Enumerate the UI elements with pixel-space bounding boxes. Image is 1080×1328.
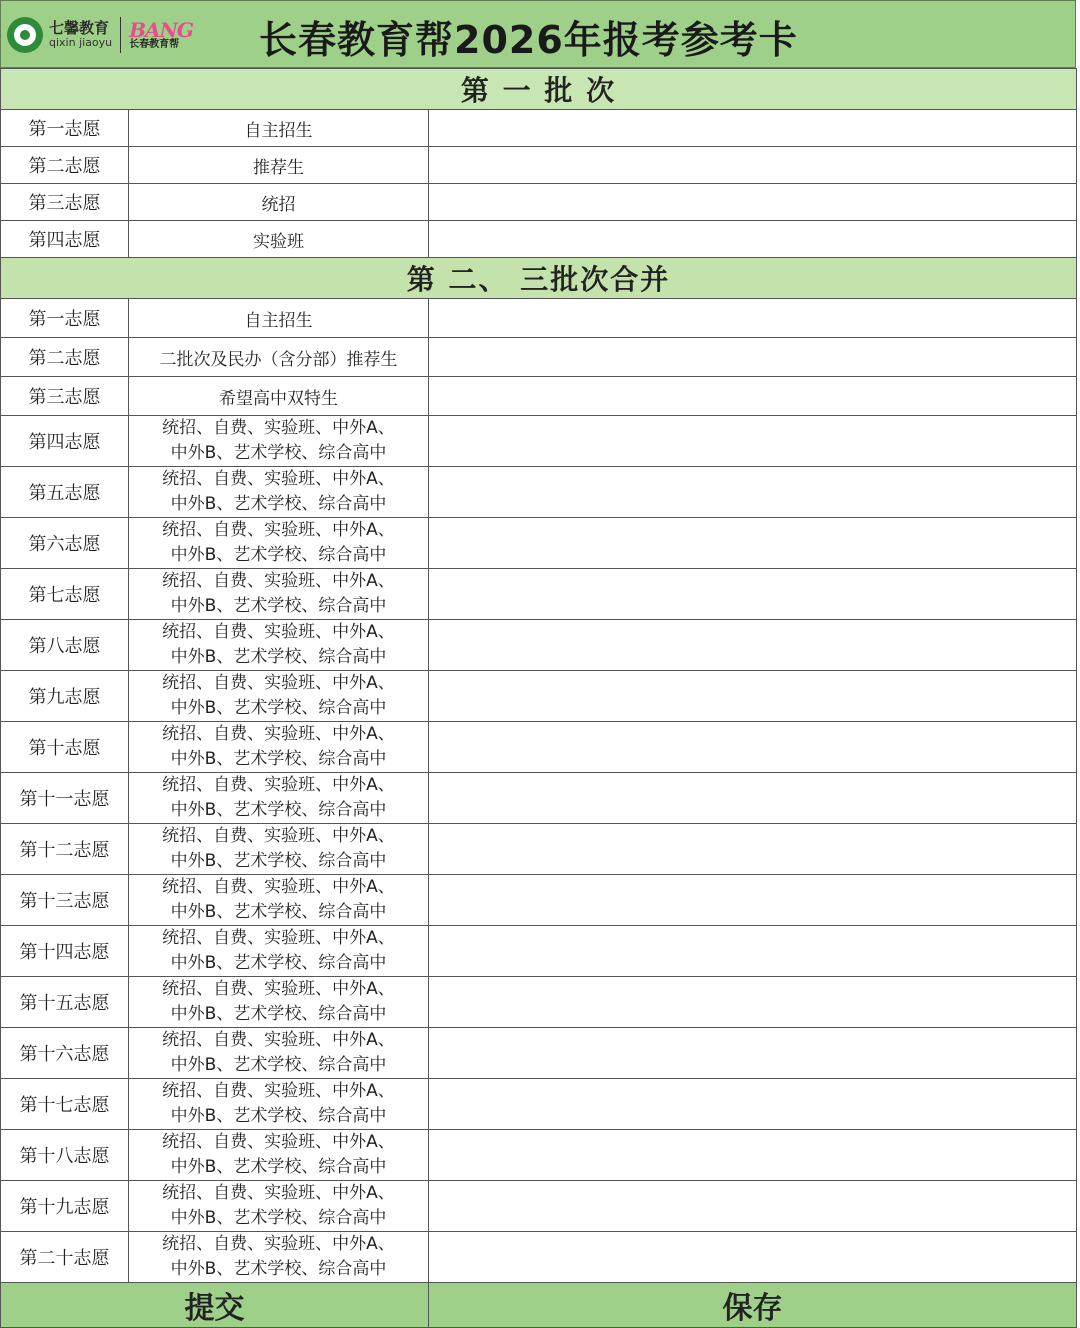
choice-row [1,1232,1077,1283]
choice-category [129,416,429,467]
school-entry-field[interactable] [429,299,1077,338]
choice-row [1,299,1077,338]
bang-logo-mark: BANG [129,18,193,42]
school-entry-field[interactable] [429,671,1077,722]
choice-row [1,569,1077,620]
school-entry-field[interactable] [429,416,1077,467]
choice-row [1,467,1077,518]
choice-category-line: 中外B、艺术学校、综合高中 [170,851,387,871]
choice-row [1,620,1077,671]
brand-logos [7,11,193,59]
choice-category-line: 中外B、艺术学校、综合高中 [170,1106,387,1126]
choice-row [1,110,1077,147]
logo-divider [120,17,121,53]
choice-category: 自主招生 [129,110,429,147]
choice-category-line: 统招、自费、实验班、中外A、 [162,1081,395,1101]
choice-label: 第十八志愿 [1,1130,129,1181]
choice-label: 第十志愿 [1,722,129,773]
choice-label: 第十二志愿 [1,824,129,875]
choice-row [1,1130,1077,1181]
choice-row [1,221,1077,258]
page-title: 长春教育帮2026年报考参考卡 [259,18,798,62]
choice-label: 第七志愿 [1,569,129,620]
choice-row [1,977,1077,1028]
choice-row [1,722,1077,773]
choice-category: 自主招生 [129,299,429,338]
choice-category-line: 中外B、艺术学校、综合高中 [170,443,387,463]
choice-category-line: 统招、自费、实验班、中外A、 [162,571,395,591]
choice-category [129,1130,429,1181]
choice-category [129,620,429,671]
choice-category [129,875,429,926]
bang-logo-cn: 长春教育帮 [129,39,180,50]
bang-logo [129,20,193,50]
choice-row [1,671,1077,722]
choice-category-line: 统招、自费、实验班、中外A、 [162,1183,395,1203]
school-entry-field[interactable] [429,620,1077,671]
choice-category [129,1232,429,1283]
choice-category [129,518,429,569]
choice-label: 第十四志愿 [1,926,129,977]
choice-row [1,824,1077,875]
section-batch2-title: 第 二、 三批次合并 [1,258,1077,299]
choice-row [1,1028,1077,1079]
choice-label: 第八志愿 [1,620,129,671]
school-entry-field[interactable] [429,147,1077,184]
choice-category-line: 统招、自费、实验班、中外A、 [162,1132,395,1152]
school-entry-field[interactable] [429,1232,1077,1283]
school-entry-field[interactable] [429,1028,1077,1079]
choice-label: 第十三志愿 [1,875,129,926]
choice-category-line: 中外B、艺术学校、综合高中 [170,698,387,718]
choice-category [129,671,429,722]
choice-row [1,377,1077,416]
choice-row [1,184,1077,221]
choice-category-line: 中外B、艺术学校、综合高中 [170,1055,387,1075]
choice-category [129,467,429,518]
choice-category-line: 统招、自费、实验班、中外A、 [162,520,395,540]
school-entry-field[interactable] [429,977,1077,1028]
choice-label: 第二志愿 [1,338,129,377]
submit-button[interactable]: 提交 [1,1283,429,1328]
qixin-logo-text [49,21,112,48]
choice-category-line: 中外B、艺术学校、综合高中 [170,545,387,565]
choice-category-line: 中外B、艺术学校、综合高中 [170,1208,387,1228]
choice-category-line: 统招、自费、实验班、中外A、 [162,1234,395,1254]
qixin-logo-cn: 七馨教育 [49,19,110,38]
choice-label: 第四志愿 [1,416,129,467]
school-entry-field[interactable] [429,467,1077,518]
choice-category: 二批次及民办（含分部）推荐生 [129,338,429,377]
choice-label: 第五志愿 [1,467,129,518]
school-entry-field[interactable] [429,1079,1077,1130]
choice-category-line: 中外B、艺术学校、综合高中 [170,494,387,514]
choices-table [0,68,1077,1328]
school-entry-field[interactable] [429,377,1077,416]
choice-category-line: 统招、自费、实验班、中外A、 [162,673,395,693]
choice-row [1,1079,1077,1130]
qixin-logo-pinyin: qixin jiaoyu [49,36,113,50]
choice-category: 希望高中双特生 [129,377,429,416]
school-entry-field[interactable] [429,184,1077,221]
choice-label: 第十七志愿 [1,1079,129,1130]
choice-row [1,338,1077,377]
section-batch1 [1,69,1077,110]
choice-category-line: 中外B、艺术学校、综合高中 [170,596,387,616]
choice-label: 第一志愿 [1,110,129,147]
choice-label: 第三志愿 [1,184,129,221]
choice-category [129,773,429,824]
choice-category-line: 中外B、艺术学校、综合高中 [170,953,387,973]
school-entry-field[interactable] [429,518,1077,569]
school-entry-field[interactable] [429,221,1077,258]
choice-row [1,147,1077,184]
choice-category-line: 中外B、艺术学校、综合高中 [170,1259,387,1279]
save-button[interactable]: 保存 [429,1283,1077,1328]
school-entry-field[interactable] [429,338,1077,377]
choice-category: 推荐生 [129,147,429,184]
section-batch1-title: 第 一 批 次 [1,69,1077,110]
choice-label: 第十九志愿 [1,1181,129,1232]
choice-category [129,977,429,1028]
choice-label: 第十六志愿 [1,1028,129,1079]
choice-category [129,926,429,977]
choice-category-line: 中外B、艺术学校、综合高中 [170,1157,387,1177]
choice-category [129,1079,429,1130]
school-entry-field[interactable] [429,824,1077,875]
school-entry-field[interactable] [429,1181,1077,1232]
choice-category-line: 中外B、艺术学校、综合高中 [170,749,387,769]
choice-category [129,1028,429,1079]
choice-category-line: 统招、自费、实验班、中外A、 [162,622,395,642]
choice-row [1,926,1077,977]
choice-category [129,824,429,875]
qixin-logo-icon [7,17,43,53]
choice-row [1,518,1077,569]
choice-label: 第六志愿 [1,518,129,569]
choice-category-line: 中外B、艺术学校、综合高中 [170,1004,387,1024]
choice-category: 实验班 [129,221,429,258]
choice-label: 第三志愿 [1,377,129,416]
school-entry-field[interactable] [429,722,1077,773]
school-entry-field[interactable] [429,569,1077,620]
choice-category-line: 统招、自费、实验班、中外A、 [162,877,395,897]
choice-category-line: 统招、自费、实验班、中外A、 [162,469,395,489]
school-entry-field[interactable] [429,773,1077,824]
choice-category-line: 统招、自费、实验班、中外A、 [162,979,395,999]
choice-category-line: 中外B、艺术学校、综合高中 [170,902,387,922]
choice-row [1,875,1077,926]
choice-label: 第十一志愿 [1,773,129,824]
choice-row [1,416,1077,467]
choice-category-line: 统招、自费、实验班、中外A、 [162,1030,395,1050]
choice-label: 第四志愿 [1,221,129,258]
choice-category: 统招 [129,184,429,221]
choice-category-line: 中外B、艺术学校、综合高中 [170,647,387,667]
choice-category-line: 中外B、艺术学校、综合高中 [170,800,387,820]
school-entry-field[interactable] [429,875,1077,926]
choice-label: 第九志愿 [1,671,129,722]
choice-row [1,1181,1077,1232]
section-batch2 [1,258,1077,299]
choice-row [1,773,1077,824]
footer-actions [1,1283,1077,1328]
header-bar [0,0,1076,68]
choice-label: 第十五志愿 [1,977,129,1028]
school-entry-field[interactable] [429,1130,1077,1181]
choice-label: 第二十志愿 [1,1232,129,1283]
choice-label: 第二志愿 [1,147,129,184]
choice-label: 第一志愿 [1,299,129,338]
choice-category-line: 统招、自费、实验班、中外A、 [162,418,395,438]
choice-category [129,1181,429,1232]
school-entry-field[interactable] [429,926,1077,977]
choice-category [129,722,429,773]
choice-category-line: 统招、自费、实验班、中外A、 [162,928,395,948]
school-entry-field[interactable] [429,110,1077,147]
choice-category [129,569,429,620]
choice-category-line: 统招、自费、实验班、中外A、 [162,826,395,846]
choice-category-line: 统招、自费、实验班、中外A、 [162,775,395,795]
choice-category-line: 统招、自费、实验班、中外A、 [162,724,395,744]
